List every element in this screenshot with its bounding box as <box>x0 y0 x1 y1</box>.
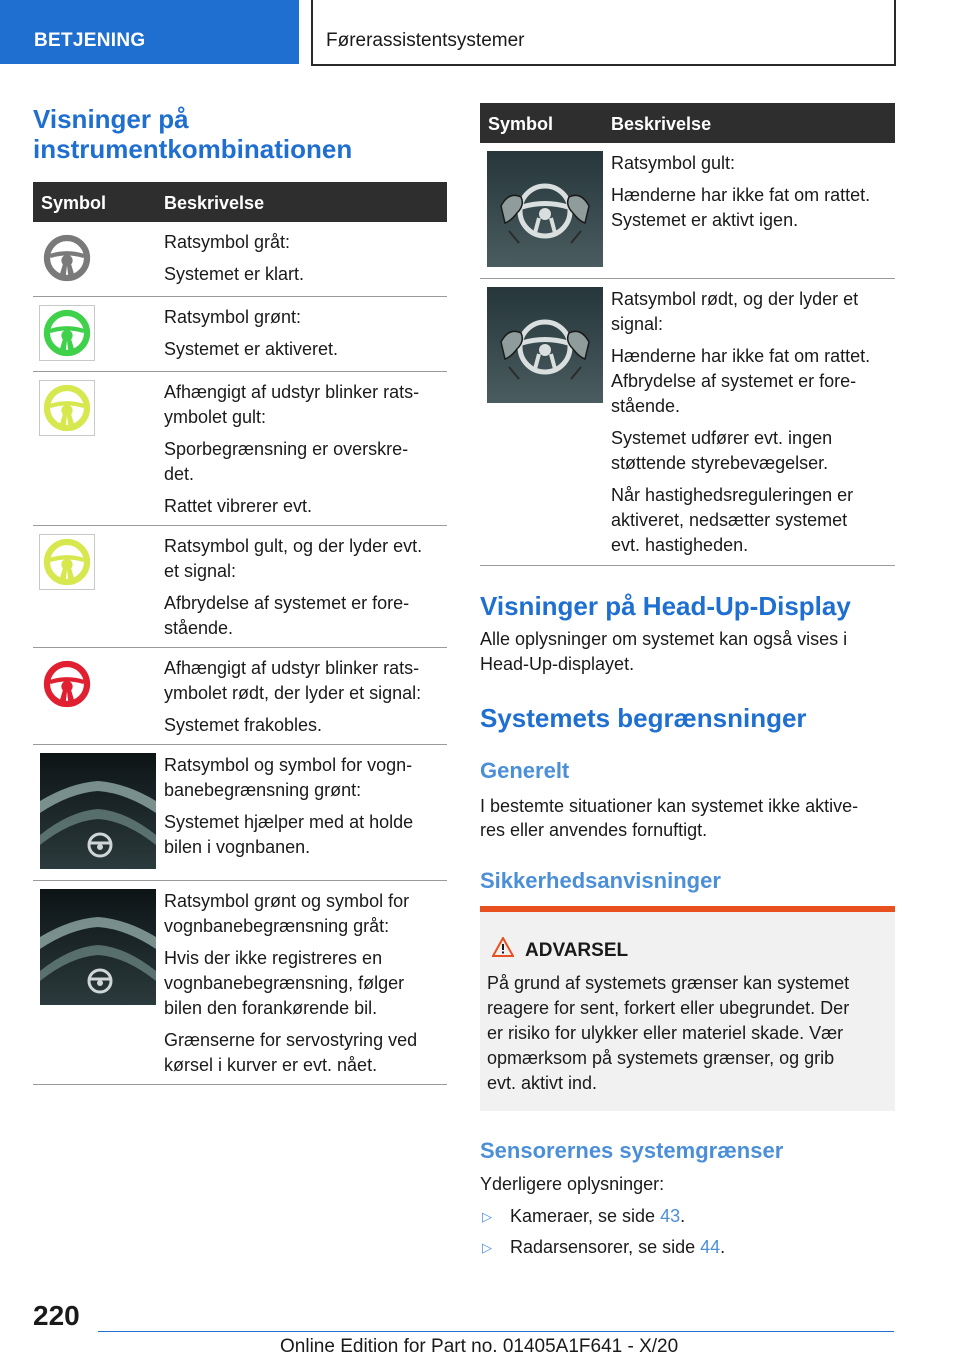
description-paragraph <box>164 305 443 330</box>
hud-text-line-2: Head-Up-displayet. <box>480 654 635 674</box>
table-header <box>480 103 895 143</box>
description-paragraph <box>164 494 443 519</box>
section-label: BETJENING <box>34 30 146 51</box>
description-paragraph <box>164 946 443 1021</box>
description-line: Hænderne har ikke fat om rattet. <box>611 346 871 366</box>
description-line: ymbolet rødt, der lyder et signal: <box>164 683 422 703</box>
description-paragraph <box>611 183 891 233</box>
warning-text <box>487 971 887 1096</box>
description-line: signal: <box>611 314 664 334</box>
bullet-triangle-icon: ▷ <box>482 1209 492 1224</box>
hands-off-display-icon <box>487 151 603 267</box>
description-paragraph <box>164 889 443 939</box>
general-heading: Generelt <box>480 758 570 783</box>
table-row <box>480 143 895 279</box>
symbol-table-right <box>480 103 895 566</box>
row-description <box>164 753 443 867</box>
description-paragraph <box>164 1028 443 1078</box>
footer-edition: Online Edition for Part no. 01405A1F641 - X/20 <box>280 1336 679 1357</box>
description-line: banebegrænsning grønt: <box>164 780 362 800</box>
table-row <box>33 881 447 1085</box>
description-paragraph <box>164 534 443 584</box>
col-symbol-header: Symbol <box>488 114 554 134</box>
description-line: Ratsymbol gult, og der lyder evt. <box>164 536 423 556</box>
description-line: Systemet er aktivt igen. <box>611 210 799 230</box>
table-row <box>33 297 447 372</box>
description-paragraph <box>164 713 443 738</box>
description-paragraph <box>611 151 891 176</box>
general-text-line-2: res eller anvendes fornuftigt. <box>480 820 708 840</box>
description-line: Hvis der ikke registreres en <box>164 948 383 968</box>
description-line: Hænderne har ikke fat om rattet. <box>611 185 871 205</box>
warning-box <box>480 906 895 1111</box>
description-paragraph <box>164 753 443 803</box>
row-description <box>164 534 443 648</box>
description-line: Ratsymbol rødt, og der lyder et <box>611 289 859 309</box>
warning-line: opmærksom på systemets grænser, og grib <box>487 1048 835 1068</box>
row-description <box>164 305 443 369</box>
description-line: Ratsymbol og symbol for vogn- <box>164 755 413 775</box>
description-line: Systemet frakobles. <box>164 715 323 735</box>
lane-gray-display-icon <box>40 889 156 1005</box>
description-line: Ratsymbol grønt og symbol for <box>164 891 410 911</box>
page-title-line-2: instrumentkombinationen <box>33 134 353 164</box>
general-text-line-1: I bestemte situationer kan systemet ikke aktive- <box>480 796 859 816</box>
warning-line: evt. aktivt ind. <box>487 1073 598 1093</box>
description-paragraph <box>164 380 443 430</box>
bullet-triangle-icon: ▷ <box>482 1240 492 1255</box>
warning-triangle-icon <box>492 937 514 957</box>
hud-text-line-1: Alle oplysninger om systemet kan også vises i <box>480 629 848 649</box>
table-header <box>33 182 447 222</box>
description-line: Rattet vibrerer evt. <box>164 496 313 516</box>
chapter-tab <box>311 0 896 66</box>
description-line: evt. hastigheden. <box>611 535 749 555</box>
description-line: ymbolet gult: <box>164 407 267 427</box>
safety-heading: Sikkerhedsanvisninger <box>480 868 721 893</box>
steering-wheel-red-icon <box>39 656 95 712</box>
sensor-intro: Yderligere oplysninger: <box>480 1174 665 1194</box>
symbol-table-left <box>33 182 447 1085</box>
description-line: Systemet er aktiveret. <box>164 339 339 359</box>
col-description-header: Beskrivelse <box>164 193 265 213</box>
row-description <box>164 230 443 294</box>
page-link[interactable]: 44 <box>700 1237 721 1257</box>
page-title-line-1: Visninger på <box>33 104 189 134</box>
col-description-header: Beskrivelse <box>611 114 712 134</box>
description-line: Når hastighedsreguleringen er <box>611 485 854 505</box>
description-paragraph <box>164 437 443 487</box>
description-line: kørsel i kurver er evt. nået. <box>164 1055 378 1075</box>
lane-green-display-icon <box>40 753 156 869</box>
description-line: stående. <box>611 396 681 416</box>
table-row <box>33 745 447 881</box>
description-line: aktiveret, nedsætter systemet <box>611 510 848 530</box>
warning-line: På grund af systemets grænser kan systemet <box>487 973 850 993</box>
description-paragraph <box>611 426 891 476</box>
steering-wheel-green-icon <box>39 305 95 361</box>
description-line: Grænserne for servostyring ved <box>164 1030 418 1050</box>
description-line: et signal: <box>164 561 237 581</box>
description-line: Afhængigt af udstyr blinker rats- <box>164 658 420 678</box>
description-line: Systemet er klart. <box>164 264 305 284</box>
hud-heading: Visninger på Head-Up-Display <box>480 591 851 621</box>
description-line: Ratsymbol grønt: <box>164 307 302 327</box>
steering-wheel-yellow-icon <box>39 380 95 436</box>
row-description <box>164 889 443 1085</box>
description-paragraph <box>611 287 891 337</box>
description-paragraph <box>611 344 891 419</box>
chapter-label: Førerassistentsystemer <box>326 30 525 51</box>
description-line: Systemet hjælper med at holde <box>164 812 414 832</box>
description-paragraph <box>164 591 443 641</box>
description-line: Ratsymbol gult: <box>611 153 736 173</box>
page-title <box>33 104 352 164</box>
sensor-heading: Sensorernes systemgrænser <box>480 1138 784 1163</box>
col-symbol-header: Symbol <box>41 193 107 213</box>
description-paragraph <box>164 337 443 362</box>
table-row <box>33 222 447 297</box>
row-description <box>611 151 891 240</box>
row-description <box>164 380 443 526</box>
table-row <box>33 526 447 648</box>
limits-heading: Systemets begrænsninger <box>480 703 807 733</box>
table-row <box>480 279 895 566</box>
description-line: Afhængigt af udstyr blinker rats- <box>164 382 420 402</box>
description-line: bilen i vognbanen. <box>164 837 311 857</box>
row-description <box>611 287 891 565</box>
table-row <box>33 648 447 745</box>
warning-line: er risiko for ulykker eller materiel skade. Vær <box>487 1023 844 1043</box>
description-line: stående. <box>164 618 234 638</box>
description-line: Systemet udfører evt. ingen <box>611 428 833 448</box>
row-description <box>164 656 443 745</box>
bullet-text: Kameraer, se side <box>510 1206 661 1226</box>
description-paragraph <box>164 810 443 860</box>
description-paragraph <box>164 656 443 706</box>
description-line: Afbrydelse af systemet er fore- <box>611 371 857 391</box>
description-line: vognbanebegrænsning gråt: <box>164 916 390 936</box>
description-line: det. <box>164 464 195 484</box>
description-line: støttende styrebevægelser. <box>611 453 829 473</box>
footer-divider <box>98 1331 894 1332</box>
description-line: Sporbegrænsning er overskre- <box>164 439 409 459</box>
section-tab <box>0 0 299 64</box>
description-paragraph <box>164 262 443 287</box>
description-paragraph <box>164 230 443 255</box>
hands-off-display-icon <box>487 287 603 403</box>
table-row <box>33 372 447 526</box>
steering-wheel-yellow-icon <box>39 534 95 590</box>
description-line: vognbanebegrænsning, følger <box>164 973 405 993</box>
bullet-text: Radarsensorer, se side <box>510 1237 701 1257</box>
steering-wheel-gray-icon <box>39 230 95 286</box>
description-paragraph <box>611 483 891 558</box>
description-line: Afbrydelse af systemet er fore- <box>164 593 410 613</box>
description-line: Ratsymbol gråt: <box>164 232 291 252</box>
page-number: 220 <box>33 1300 80 1331</box>
warning-title: ADVARSEL <box>525 940 629 961</box>
description-line: bilen den forankørende bil. <box>164 998 378 1018</box>
page-link[interactable]: 43 <box>660 1206 681 1226</box>
warning-line: reagere for sent, forkert eller ubegrundet. Der <box>487 998 850 1018</box>
